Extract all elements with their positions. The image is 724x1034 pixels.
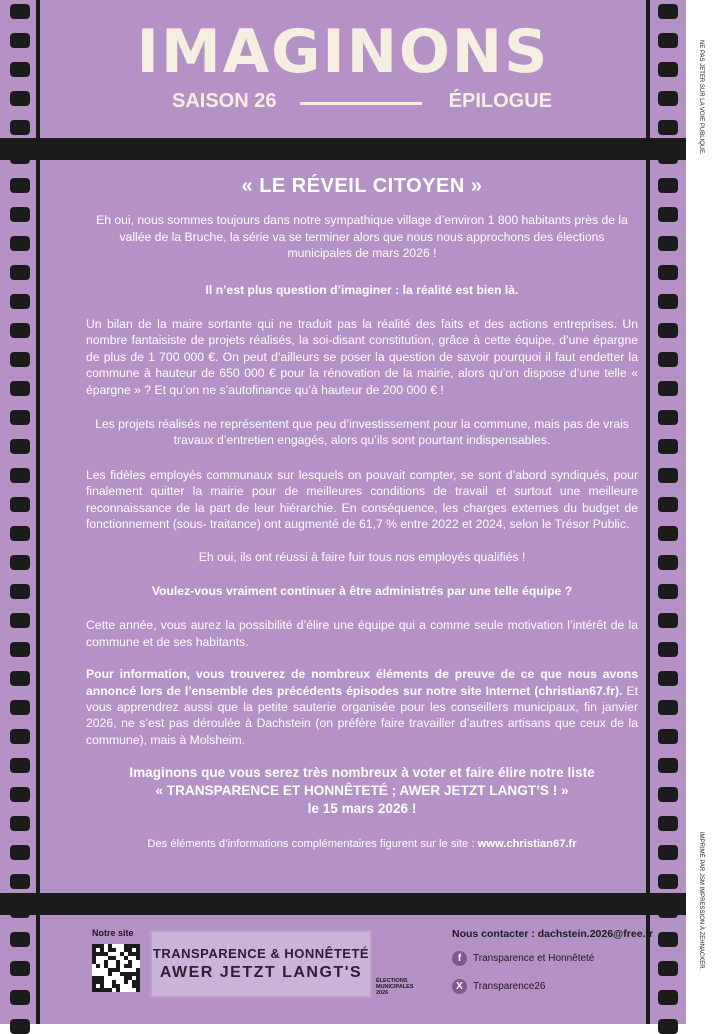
qr-module — [128, 964, 132, 968]
sprocket-hole — [10, 265, 30, 280]
paragraph-fled: Eh oui, ils ont réussi à faire fuir tous nos employés qualifiés ! — [198, 549, 526, 564]
sprocket-hole — [658, 120, 678, 135]
frame-divider-top — [0, 138, 686, 160]
logo-line-2: AWER JETZT LANGT'S — [159, 964, 363, 981]
more-info — [86, 836, 638, 852]
sprocket-hole — [10, 497, 30, 512]
sprocket-hole — [10, 1019, 30, 1034]
qr-module — [136, 956, 140, 960]
sprocket-hole — [658, 932, 678, 947]
sprocket-hole — [658, 4, 678, 19]
more-info-text: Des éléments d’informations complémentaires figurent sur le site : — [147, 838, 478, 851]
sprocket-hole — [10, 845, 30, 860]
contact-email[interactable]: Nous contacter : dachstein.2026@free.fr — [452, 928, 654, 940]
sprocket-hole — [10, 642, 30, 657]
closing-line-2: « TRANSPARENCE ET HONNÊTETÉ ; AWER JETZT LANGT’S ! » — [155, 783, 569, 799]
sprocket-hole — [10, 787, 30, 802]
elections-line-1: ÉLECTIONS — [376, 978, 408, 984]
sprocket-hole — [658, 207, 678, 222]
sprocket-hole — [658, 729, 678, 744]
article-body — [86, 175, 639, 853]
qr-module — [108, 988, 112, 992]
paragraph-projects: Les projets réalisés ne représentent que peu d’investissement pour la commune, mais pas de vrais travaux d’entretien engagés, alors qu’ils sont pourtant indispensables. — [95, 417, 629, 448]
qr-module — [108, 972, 112, 976]
frame-divider-bottom — [0, 893, 686, 915]
sprocket-hole — [10, 120, 30, 135]
sprocket-hole — [10, 381, 30, 396]
sprocket-hole — [658, 990, 678, 1005]
article-heading: « LE RÉVEIL CITOYEN » — [241, 175, 483, 197]
sprocket-hole — [10, 613, 30, 628]
sprocket-hole — [658, 381, 678, 396]
sprocket-hole — [658, 816, 678, 831]
qr-module — [96, 964, 100, 968]
sprocket-hole — [10, 729, 30, 744]
sprocket-hole — [658, 265, 678, 280]
elections-line-3: 2026 — [376, 990, 389, 996]
sprocket-hole — [10, 874, 30, 889]
paragraph-employees: Les fidèles employés communaux sur lesquels on pouvait compter, se sont d’abord syndiqués, pour finalement quitter la mairie pour de meilleures conditions de travail et surtout une meilleure reconnaissance de la part de leur hiérarchie. En conséquence, les charges externes du budget de fonctionnement (sous- traitance) ont augmenté de 61,7 % entre 2022 et 2024, selon le Trésor Public. — [86, 467, 638, 532]
sprocket-hole — [658, 236, 678, 251]
sprocket-hole — [658, 584, 678, 599]
sprocket-holes-right — [658, 0, 678, 1024]
episode-label: ÉPILOGUE — [448, 90, 552, 112]
sprocket-hole — [658, 700, 678, 715]
sprocket-hole — [658, 845, 678, 860]
sprocket-hole — [658, 294, 678, 309]
paragraph-question: Voulez-vous vraiment continuer à être administrés par une telle équipe ? — [151, 583, 573, 598]
twitter-label: Transparence26 — [473, 980, 546, 992]
sprocket-hole — [10, 526, 30, 541]
sprocket-hole — [10, 932, 30, 947]
sprocket-hole — [658, 468, 678, 483]
sprocket-hole — [10, 178, 30, 193]
qr-module — [112, 948, 116, 952]
twitter-link[interactable] — [452, 978, 545, 994]
subtitle-row — [172, 90, 552, 114]
sprocket-holes-left — [10, 0, 30, 1024]
sprocket-hole — [10, 149, 30, 164]
sprocket-hole — [10, 323, 30, 338]
sprocket-hole — [658, 91, 678, 106]
elections-mark — [376, 978, 413, 996]
sprocket-hole — [10, 207, 30, 222]
facebook-icon: f — [452, 951, 467, 966]
sprocket-hole — [658, 613, 678, 628]
sprocket-hole — [658, 787, 678, 802]
information-rest: Et vous apprendrez aussi que la petite sauterie organisée pour les conseillers municipaux, fin janvier 2026, ne s’est pas déroulée à Dachstein (on préfère faire travailler d’autres artisans que ceux de la commune), mais à Molsheim. — [86, 683, 639, 747]
sprocket-hole — [10, 468, 30, 483]
sprocket-hole — [10, 439, 30, 454]
closing-line-1: Imaginons que vous serez très nombreux à voter et faire élire notre liste — [129, 765, 595, 781]
sprocket-hole — [658, 352, 678, 367]
sprocket-hole — [10, 236, 30, 251]
sprocket-hole — [10, 4, 30, 19]
elections-line-2: MUNICIPALES — [376, 984, 414, 990]
facebook-label: Transparence et Honnêteté — [473, 952, 595, 964]
sprocket-hole — [10, 990, 30, 1005]
sprocket-hole — [10, 294, 30, 309]
side-notice-bottom: IMPRIMÉ PAR JSM IMPRESSION À ZEHNACKER. — [698, 832, 704, 971]
qr-code[interactable] — [92, 944, 140, 992]
sprocket-hole — [658, 903, 678, 918]
more-info-link[interactable]: www.christian67.fr — [477, 838, 577, 851]
sprocket-hole — [658, 323, 678, 338]
sprocket-hole — [10, 758, 30, 773]
frame-edge-left — [36, 0, 40, 1024]
facebook-link[interactable] — [452, 950, 594, 966]
qr-label: Notre site — [92, 928, 134, 938]
sprocket-hole — [658, 178, 678, 193]
sprocket-hole — [658, 642, 678, 657]
closing-call — [86, 764, 638, 818]
sprocket-hole — [10, 671, 30, 686]
sprocket-hole — [10, 961, 30, 976]
paragraph-reality: Il n’est plus question d’imaginer : la réalité est bien là. — [205, 282, 519, 297]
sprocket-hole — [10, 555, 30, 570]
sprocket-hole — [10, 903, 30, 918]
sprocket-hole — [658, 439, 678, 454]
sprocket-hole — [658, 526, 678, 541]
closing-line-3: le 15 mars 2026 ! — [307, 801, 417, 817]
sprocket-hole — [10, 91, 30, 106]
list-logo — [150, 930, 372, 998]
sprocket-hole — [658, 149, 678, 164]
information-bold: Pour information, vous trouverez de nombreux éléments de preuve de ce que nous avons annoncé lors de l’ensemble des précédents épisodes sur notre site Internet (christian67.fr). — [86, 667, 638, 698]
frame-edge-right — [646, 0, 650, 1024]
page-title: IMAGINONS — [136, 17, 550, 87]
sprocket-hole — [10, 700, 30, 715]
sprocket-hole — [10, 410, 30, 425]
subtitle-rule — [300, 102, 422, 105]
sprocket-hole — [658, 555, 678, 570]
sprocket-hole — [658, 758, 678, 773]
season-label: SAISON 26 — [172, 90, 277, 112]
sprocket-hole — [658, 1019, 678, 1034]
sprocket-hole — [10, 584, 30, 599]
qr-module — [124, 980, 128, 984]
paragraph-information — [86, 666, 638, 748]
logo-line-1: TRANSPARENCE & HONNÊTETÉ — [152, 946, 370, 961]
sprocket-hole — [658, 671, 678, 686]
sprocket-hole — [658, 961, 678, 976]
sprocket-hole — [658, 410, 678, 425]
sprocket-hole — [10, 352, 30, 367]
qr-module — [116, 988, 120, 992]
sprocket-hole — [658, 497, 678, 512]
paragraph-this-year: Cette année, vous aurez la possibilité d’élire une équipe qui a comme seule motivation l’intérêt de la commune et de ses habitants. — [86, 618, 638, 649]
side-notice-top: NE PAS JETER SUR LA VOIE PUBLIQUE. — [698, 40, 704, 155]
sprocket-hole — [658, 874, 678, 889]
paragraph-intro: Eh oui, nous sommes toujours dans notre sympathique village d’environ 1 800 habitants près de la vallée de la Bruche, la série va se terminer alors que nous nous approchons des élections municipales de mars 2026 ! — [96, 213, 628, 261]
qr-module — [136, 988, 140, 992]
sprocket-hole — [10, 816, 30, 831]
paragraph-bilan: Un bilan de la maire sortante qui ne traduit pas la réalité des faits et des actions entreprises. Un nombre fantaisiste de projets réalisés, la soi-disant constitution, grâce à cette équipe, d’une épargne de plus de 1 700 000 €. On peut d’ailleurs se poser la question de savoir pourquoi il faut endetter la commune à hauteur de 650 000 € pour la rénovation de la mairie, alors qu’on dispose d’une telle « épargne » ? Et qu’on ne s’autofinance qu’à hauteur de 200 000 € ! — [86, 317, 638, 397]
x-icon: X — [452, 979, 467, 994]
